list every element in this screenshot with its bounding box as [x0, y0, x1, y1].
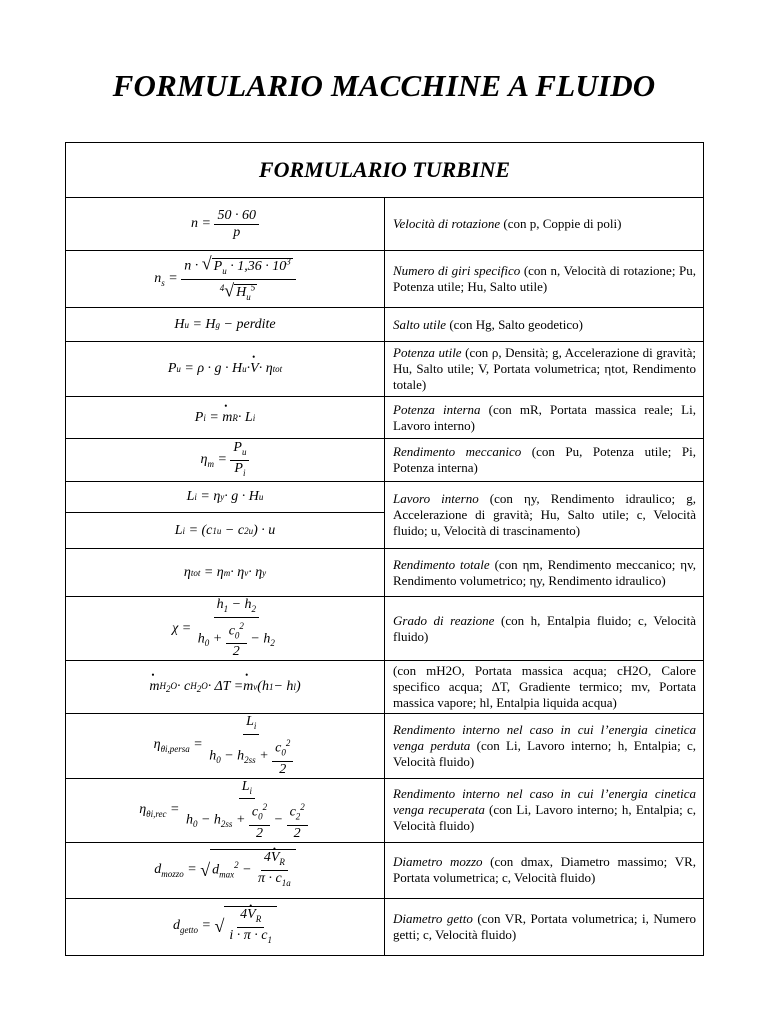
formula-cell: n = $\frac{50 \cdot 60}{p}$ — [66, 198, 385, 251]
formula-cell: $n_s$ = $\frac{n \cdot √ P_u \cdot 1,36 \cdot 10^3}{^4√ H_u^5}$ — [66, 251, 385, 308]
formula-cell: P i = • m R · L i — [66, 397, 385, 439]
formula-cell: • m $H_2O$ · c $H_2O$ · ΔT = • m v (h 1 − h l ) — [66, 661, 385, 714]
description-cell: Diametro mozzo (con dmax, Diametro massimo; VR, Portata volumetrica; c, Velocità fluido) — [385, 842, 704, 898]
table-row — [66, 397, 704, 439]
table-header-row — [66, 143, 704, 198]
table-row — [66, 778, 704, 842]
table-row — [66, 714, 704, 778]
document-title: FORMULARIO MACCHINE A FLUIDO — [112, 68, 656, 103]
formula-cell: L i = (c 1u − c 2u ) · u — [66, 513, 385, 549]
section-title: FORMULARIO TURBINE — [66, 143, 704, 198]
formula-cell: $\eta_{\theta i,persa}$ = $L_i$ $h_0 - h_{2ss}$ + $\frac{c_0^2}{2}$ — [66, 714, 385, 778]
description-cell: Potenza utile (con ρ, Densità; g, Accelerazione di gravità; Hu, Salto utile; V, Portata volumetrica; ηtot, Rendimento totale) — [385, 342, 704, 397]
table-row — [66, 251, 704, 308]
description-cell: Salto utile (con Hg, Salto geodetico) — [385, 308, 704, 342]
description-cell: Rendimento totale (con ηm, Rendimento meccanico; ηv, Rendimento volumetrico; ηy, Rendimento idraulico) — [385, 549, 704, 597]
description-cell: Velocità di rotazione (con p, Coppie di poli) — [385, 198, 704, 251]
table-row — [66, 439, 704, 482]
table-row — [66, 898, 704, 955]
formula-cell: H u = H g − perdite — [66, 308, 385, 342]
description-cell: Lavoro interno (con ηy, Rendimento idraulico; g, Accelerazione di gravità; Hu, Salto utile; c, Velocità fluido; u, Velocità di trascinamento) — [385, 482, 704, 549]
description-cell: Diametro getto (con VR, Portata volumetrica; i, Numero getti; c, Velocità fluido) — [385, 898, 704, 955]
description-cell: Rendimento meccanico (con Pu, Potenza utile; Pi, Potenza interna) — [385, 439, 704, 482]
description-cell: Numero di giri specifico (con n, Velocità di rotazione; Pu, Potenza utile; Hu, Salto utile) — [385, 251, 704, 308]
table-row — [66, 308, 704, 342]
formula-cell: P u = ρ · g · H u · • V · η tot — [66, 342, 385, 397]
description-cell: Rendimento interno nel caso in cui l’energia cinetica venga perduta (con Li, Lavoro interno; h, Entalpia; c, Velocità fluido) — [385, 714, 704, 778]
description-cell: Grado di reazione (con h, Entalpia fluido; c, Velocità fluido) — [385, 597, 704, 661]
table-row — [66, 597, 704, 661]
table-row — [66, 342, 704, 397]
formula-cell: $\eta_m$ = $\frac{P_u}{P_i}$ — [66, 439, 385, 482]
formula-cell: $d_{getto}$ = √ $\frac{4• V_R}{i \cdot \pi \cdot c_1}$ — [66, 898, 385, 955]
description-cell: Potenza interna (con mR, Portata massica reale; Li, Lavoro interno) — [385, 397, 704, 439]
table-row — [66, 661, 704, 714]
formula-cell: η tot = η m · η v · η y — [66, 549, 385, 597]
table-row — [66, 482, 704, 513]
description-cell: (con mH2O, Portata massica acqua; cH2O, Calore specifico acqua; ΔT, Gradiente termico; mv, Portata massica vapore; hl, Entalpia liquida acqua) — [385, 661, 704, 714]
formula-cell: L i = η y · g · H u — [66, 482, 385, 513]
table-row — [66, 198, 704, 251]
description-cell: Rendimento interno nel caso in cui l’energia cinetica venga recuperata (con Li, Lavoro interno; h, Entalpia; c, Velocità fluido) — [385, 778, 704, 842]
table-row — [66, 842, 704, 898]
formula-cell: $\eta_{\theta i,rec}$ = $L_i$ $h_0 - h_{2ss}$ + $\frac{c_0^2}{2}$ − $\frac{c_2^2}{2}$ — [66, 778, 385, 842]
formula-cell: χ = $h_1 - h_2$ $h_0$ + $\frac{c_0^2}{2}$ − $h_2$ — [66, 597, 385, 661]
table-row — [66, 549, 704, 597]
formula-table — [65, 142, 704, 956]
formula-cell: $d_{mozzo}$ = √ $d_{max}^2$ − $\frac{4• V_R}{\pi \cdot c_{1a}}$ — [66, 842, 385, 898]
